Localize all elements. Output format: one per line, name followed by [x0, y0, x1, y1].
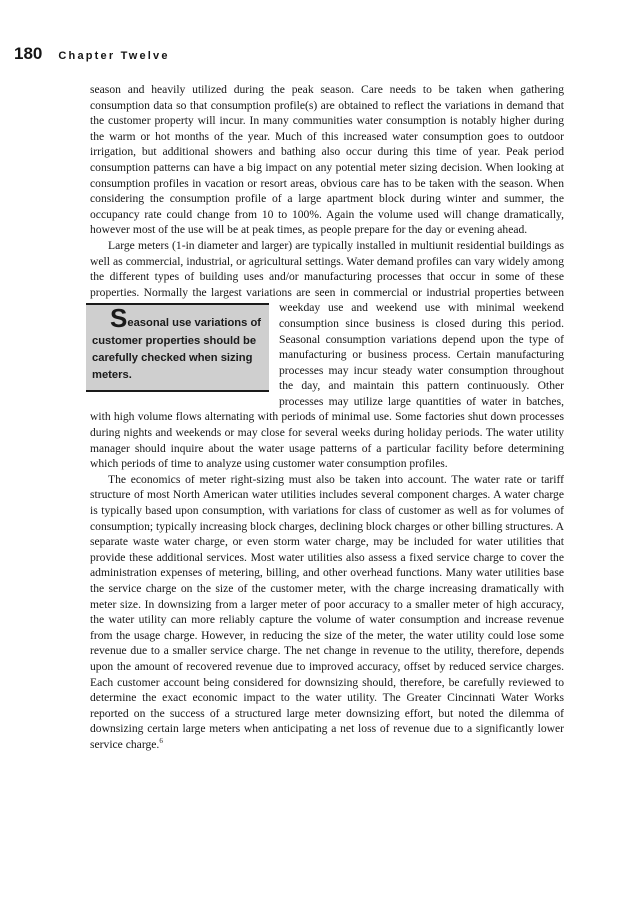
body-text — [90, 82, 564, 753]
page-number: 180 — [14, 44, 43, 63]
paragraph-1: season and heavily utilized during the peak season. Care needs to be taken when gathering consumption data so that consumption profile(s) are obtained to reflect the variations in demand that the customer property will incur. In many communities water consumption is notably higher during the warm or hot months of the year. Much of this increased water consumption goes to outdoor irrigation, but additional showers and bathing also occur during this time of year. Peak period consumption patterns can have a big impact on any potential meter sizing decision. When looking at consumption profiles in vacation or resort areas, obvious care has to be taken with the season. When considering the consumption profile of a large apartment block during winter and summer, the occupancy rate could change from 10 to 100%. Again the volume used will change dramatically, however most of the use will be at peak times, as people prepare for the day or evening ahead. — [90, 83, 564, 237]
paragraph-2 — [90, 238, 564, 472]
pull-quote-text: easonal use variations of customer properties should be carefully checked when sizing meters. — [92, 317, 262, 381]
paragraph-2-continuation: with minimal weekend consumption since business is closed during this period. Seasonal consumption variations depend upon the type of manufacturing or business process. Certain manufacturing processes may incur steady water consumption throughout the day, and maintain this pattern continuously. Other processes may utilize large quantities of water in batches, with high volume flows alternating with periods of minimal use. Some factories shut down processes during nights and weekends or may close for several weeks during holiday periods. The water utility manager should inquire about the water usage patterns of a particular facility before determining which periods of time to analyze using customer water consumption profiles. — [90, 301, 564, 471]
chapter-title: Chapter Twelve — [58, 50, 170, 62]
paragraph-3-text: The economics of meter right-sizing must also be taken into account. The water rate or tariff structure of most North American water utilities includes several component charges. A water charge is typically based upon consumption, with variations for class of customer as well as for volumes of consumption; typically increasing block charges, declining block charges or other billing structures. A separate waste water charge, or even storm water charge, may be included for water utilities that provide these additional services. Most water utilities also assess a fixed service charge to cover the administration expenses of metering, billing, and other overhead functions. Many water utilities base the service charge on the size of the customer meter, with the charge increasing dramatically with meter size. In downsizing from a larger meter of poor accuracy to a smaller meter of high accuracy, the water utility can more reliably capture the volume of water consumption and increase revenue from the usage charge. However, in reducing the size of the meter, the water utility could lose some revenue due to a smaller service charge. The net change in revenue to the utility, therefore, depends upon the amount of recovered revenue due to improved accuracy, offset by reduced service charges. Each customer account being considered for downsizing should, therefore, be carefully reviewed to determine the exact economic impact to the water utility. The Greater Cincinnati Water Works reported on the success of a structured large meter downsizing effort, but noted the dilemma of downsizing certain large meters when anticipating a net loss of revenue due to a significantly lower service charge. — [90, 472, 564, 751]
footnote-reference[interactable]: 6 — [159, 737, 163, 746]
running-header — [14, 44, 170, 64]
pull-quote — [86, 303, 269, 392]
paragraph-2-opening: Large meters (1-in diameter and larger) are typically installed in multiunit residential buildings as well as commercial, industrial, or agricultural settings. Water demand profiles can vary widely among the different types of building uses and/or manufacturing processes that occur in some of these properties. Normally the largest variations are seen in commercial or industrial properties between weekday use and weekend use — [90, 238, 564, 315]
paragraph-3 — [90, 472, 564, 753]
pull-quote-drop-cap: S — [110, 303, 128, 334]
